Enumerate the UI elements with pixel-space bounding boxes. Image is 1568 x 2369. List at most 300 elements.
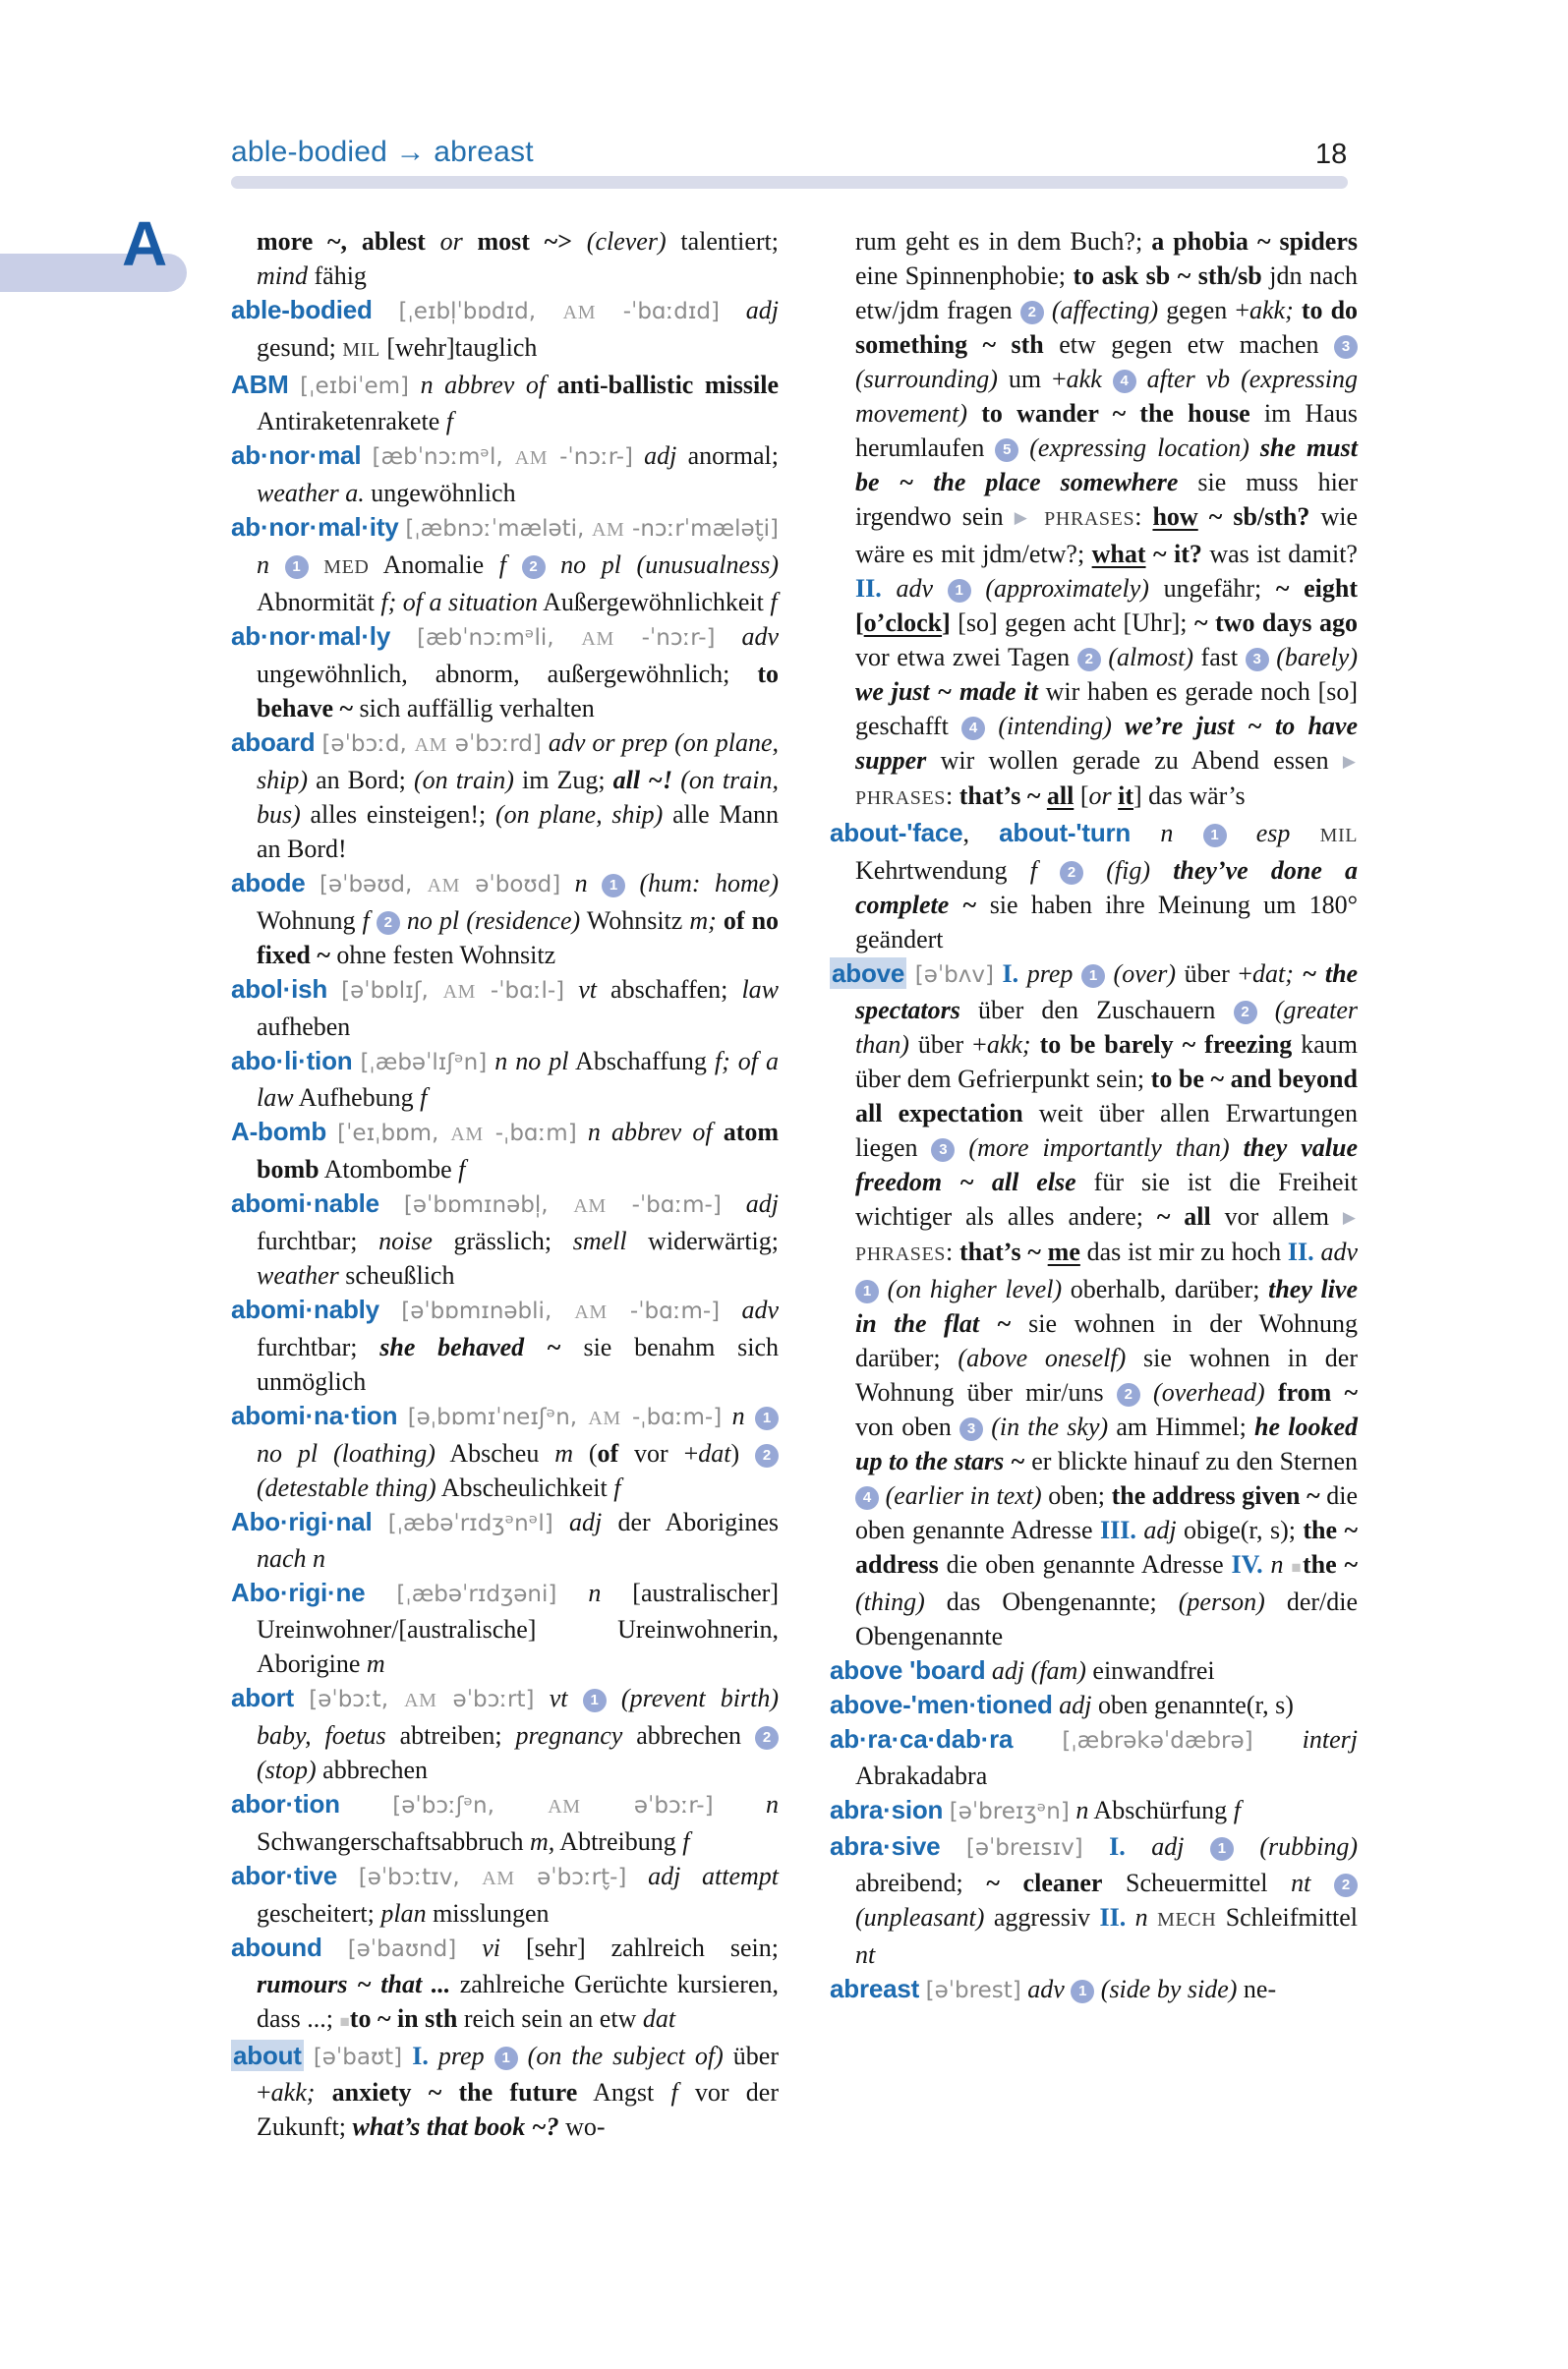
sense-number-badge: 3 <box>931 1138 955 1162</box>
entry-text <box>534 1684 549 1712</box>
entry-text: from ~ <box>1277 1378 1358 1407</box>
variant-label: AM <box>404 1690 437 1711</box>
entry-text: wir haben es gerade noch [so] geschafft <box>855 677 1358 740</box>
entry-text: after vb (expressing movement) <box>855 365 1358 428</box>
entry-text: (overhead) <box>1153 1378 1265 1407</box>
header-rule <box>231 176 1348 189</box>
entry-text <box>720 1296 741 1324</box>
phonetics: [əˈbɒlɪʃ, <box>341 978 443 1004</box>
entry-about <box>231 2039 779 2144</box>
entry-text: adj <box>568 1508 603 1536</box>
entry-text: esp <box>1255 819 1291 847</box>
entry-text: n <box>1160 819 1174 847</box>
entry-text <box>372 1508 387 1536</box>
entry-text <box>994 959 1003 988</box>
phonetics: [əˈbəʊd, <box>319 872 428 897</box>
headword: ab·ra·ca·dab·ra <box>830 1724 1014 1754</box>
entry-text: : <box>946 1238 960 1266</box>
entry-abrasive <box>830 1829 1358 1972</box>
entry-text <box>906 959 915 988</box>
entry-text: to ~ in sth <box>349 2004 458 2033</box>
entry-text <box>269 550 285 579</box>
entry-text <box>971 574 986 603</box>
entry-text: she behaved ~ <box>379 1333 561 1361</box>
sense-number-badge: 1 <box>755 1407 779 1430</box>
entry-text: no pl (unusualness) <box>560 550 779 579</box>
entry-text: adj <box>644 441 677 470</box>
entry-abnormality <box>231 510 779 619</box>
entry-text: vor der Zukunft; <box>257 2078 779 2141</box>
entry-text <box>713 1118 724 1146</box>
entry-text: adj <box>1151 1832 1185 1861</box>
variant-label: AM <box>592 519 625 541</box>
entry-able-continued <box>231 224 779 293</box>
entry-abortive <box>231 1859 779 1931</box>
entry-text: (on train) <box>413 766 514 794</box>
entry-text: weather <box>257 1261 339 1290</box>
entry-text: (greater than) <box>855 996 1358 1059</box>
entry-text: ~ sb/sth? <box>1197 502 1310 531</box>
entry-text: vt <box>549 1684 568 1712</box>
entry-text <box>714 1790 766 1819</box>
entry-abortion <box>231 1787 779 1859</box>
entry-text <box>1031 1030 1040 1059</box>
phonetics: [əˈbreɪsɪv] <box>965 1835 1083 1861</box>
entry-text: vor + <box>618 1439 699 1468</box>
entry-text: no pl (residence) <box>406 906 581 935</box>
entry-text: ~ two days ago <box>1194 608 1358 637</box>
entry-text: dat <box>698 1439 731 1468</box>
entry-text <box>1257 996 1275 1024</box>
entry-text <box>722 1189 746 1218</box>
headword: ab·nor·mal <box>231 440 362 470</box>
sense-number-badge: 1 <box>1071 1980 1094 2003</box>
entry-text: ( <box>572 1439 598 1468</box>
entry-text <box>518 2042 528 2070</box>
entry-text: (in the sky) <box>991 1413 1109 1441</box>
entry-text: gesund; <box>257 333 343 362</box>
entry-abracadabra <box>830 1722 1358 1793</box>
entry-abomination <box>231 1399 779 1505</box>
phonetics: [əˈbɔːtɪv, <box>358 1865 483 1890</box>
entry-text <box>1083 856 1106 885</box>
entry-text <box>556 1579 588 1607</box>
headword: abor·tive <box>231 1861 338 1890</box>
entry-text: wie wäre es mit jdm/etw?; <box>855 502 1358 568</box>
entry-text: law <box>741 975 780 1004</box>
entry-text: f <box>458 1155 466 1184</box>
entry-text: alles einsteigen!; <box>300 800 495 829</box>
entry-text: aggressiv <box>984 1903 1100 1932</box>
entry-text: abbrechen <box>316 1756 428 1784</box>
entry-text: ~ all <box>1156 1202 1211 1231</box>
entry-text: f <box>362 906 370 935</box>
entry-text <box>315 2078 331 2107</box>
entry-text: prep <box>1026 959 1074 988</box>
phonetics: [ˌæbnɔːˈmæləti, <box>405 516 592 542</box>
entry-text: furchtbar; <box>257 1227 379 1255</box>
entry-text: (fig) <box>1106 856 1151 885</box>
entry-text: oben; <box>1041 1481 1112 1510</box>
entry-text: more ~, ablest <box>257 227 426 256</box>
entry-text: ) <box>730 1439 755 1468</box>
headword: above-'men·tioned <box>830 1690 1053 1719</box>
sense-roman-numeral: I. <box>412 2042 429 2070</box>
entry-text <box>379 1296 401 1324</box>
entry-abode <box>231 866 779 972</box>
variant-label: AM <box>588 1408 621 1429</box>
entry-text: [so] gegen acht [Uhr]; <box>950 608 1194 637</box>
entry-text: er blickte hinauf zu den Sternen <box>1024 1447 1359 1475</box>
headword: abomi·na·tion <box>231 1401 398 1430</box>
sense-number-badge: 2 <box>1060 861 1083 885</box>
entry-text: das ist mir zu hoch <box>1079 1238 1288 1266</box>
entry-text: the ~ address <box>855 1516 1359 1579</box>
entry-text: plan <box>380 1899 427 1928</box>
entry-text: adv or prep (on plane, ship) <box>257 728 779 794</box>
entry-text <box>553 1508 569 1536</box>
entry-text: widerwärtig; <box>626 1227 779 1255</box>
headword: A-bomb <box>231 1117 326 1146</box>
entry-text: that’s ~ <box>958 781 1047 810</box>
entry-text: [wehr]tauglich <box>379 333 538 362</box>
entry-text: aufheben <box>257 1012 351 1041</box>
entry-abrasion <box>830 1793 1358 1829</box>
headword: ABM <box>231 370 289 399</box>
entry-text <box>1234 1832 1259 1861</box>
sense-number-badge: 1 <box>602 874 625 897</box>
entry-text: kaum über dem Gefrierpunkt sein; <box>855 1030 1358 1093</box>
entry-text: eine Spinnenphobie; <box>855 261 1074 290</box>
entry-text: ungefähr; <box>1148 574 1276 603</box>
entry-text: prep <box>437 2042 485 2070</box>
entry-text <box>577 1118 588 1146</box>
variant-label: AM <box>514 447 549 469</box>
entry-text: or <box>1088 781 1112 810</box>
entry-text: a phobia ~ spiders <box>1151 227 1358 256</box>
entry-text: f <box>445 407 453 435</box>
entry-text: f <box>1233 1796 1241 1824</box>
phonetics: [əˈbʌv] <box>914 962 994 988</box>
entry-text: adj <box>745 1189 780 1218</box>
entry-text: n <box>1270 1550 1284 1579</box>
entry-text <box>304 2042 314 2070</box>
entry-text: of a law <box>257 1047 780 1112</box>
entry-text: sich auffällig verhalten <box>353 694 595 722</box>
headword-highlighted: above <box>832 958 905 988</box>
entry-text <box>1013 1725 1062 1754</box>
entry-text: sie muss hier irgendwo sein <box>855 468 1359 531</box>
entry-text <box>607 1684 621 1712</box>
phonetics: [æbˈnɔːmᵊli, <box>417 625 582 651</box>
entry-text: scheußlich <box>338 1261 455 1290</box>
entry-text: adj <box>745 296 780 324</box>
entry-text: (more importantly than) <box>968 1133 1230 1162</box>
entry-text <box>546 550 561 579</box>
entry-text: to ask sb ~ sth/sb <box>1073 261 1262 290</box>
sense-number-badge: 3 <box>959 1417 983 1441</box>
entry-text <box>379 1189 404 1218</box>
sense-roman-numeral: II. <box>1099 1903 1127 1932</box>
headword: ab·nor·mal·ly <box>231 621 391 651</box>
variant-label: AM <box>442 981 477 1003</box>
entry-text: (on the subject of) <box>527 2042 724 2070</box>
phonetics: [ˌæbəˈlɪʃᵊn] <box>360 1050 488 1075</box>
entry-text <box>326 1118 337 1146</box>
sense-number-badge: 2 <box>755 1726 779 1750</box>
entry-text: (on train, bus) <box>257 766 779 829</box>
entry-text: ohne festen Wohnsitz <box>329 941 556 969</box>
entry-text <box>365 1579 396 1607</box>
entry-text <box>1037 856 1060 885</box>
entry-text <box>294 1684 309 1712</box>
entry-text: (above oneself) <box>958 1344 1127 1372</box>
domain-label: PHRASES <box>1044 508 1135 530</box>
entry-text: misslungen <box>426 1899 550 1928</box>
dictionary-page-body <box>231 224 1358 2144</box>
entry-text: adv <box>741 1296 779 1324</box>
entry-text: adv <box>1320 1238 1358 1266</box>
entry-text <box>306 869 319 897</box>
phonetics: əˈbɔːrt̬-] <box>514 1865 627 1890</box>
phonetics: [əˈbaʊt] <box>313 2045 403 2070</box>
entry-text <box>1044 296 1052 324</box>
entry-text: n <box>574 869 588 897</box>
entry-text <box>1173 819 1202 847</box>
entry-text: um + <box>997 365 1067 393</box>
entry-text: f <box>682 1827 690 1856</box>
entry-text: Abschaffung <box>568 1047 715 1075</box>
entry-text: nt <box>1291 1869 1311 1897</box>
sense-roman-numeral: IV. <box>1231 1550 1263 1579</box>
phonetics: [əˈbɔːt, <box>309 1687 405 1712</box>
entry-text: akk; <box>1249 296 1294 324</box>
sense-number-badge: 1 <box>1203 824 1227 847</box>
phonetics: [əˈbɒmɪnəbli, <box>401 1299 575 1324</box>
entry-text <box>1126 1903 1134 1932</box>
entry-text: zahlreiche Gerüchte kursieren, dass ...; <box>257 1970 779 2033</box>
entry-about-face <box>830 816 1358 956</box>
entry-text: Kehrtwendung <box>855 856 1030 885</box>
entry-text: talentiert; <box>666 227 780 256</box>
entry-abolish <box>231 972 779 1044</box>
entry-text <box>717 906 724 935</box>
entry-text: vi <box>482 1934 500 1962</box>
entry-text: Abnormität <box>257 588 381 616</box>
phonetics: -ˈnɔːr-] <box>613 625 716 651</box>
entry-text: Wohnsitz <box>580 906 690 935</box>
entry-text: , <box>962 819 1000 847</box>
entry-text: sie haben ihre Meinung um 180° geändert <box>855 891 1359 953</box>
phonetics: [ˌæbəˈrɪdʒᵊnᵊl] <box>387 1511 553 1536</box>
entry-text: adj <box>1143 1516 1177 1544</box>
entry-text: reich sein an etw <box>457 2004 643 2033</box>
entry-text <box>879 1275 888 1303</box>
entry-text: or <box>439 227 463 256</box>
entry-text <box>564 975 578 1004</box>
entry-text: dat <box>642 2004 676 2033</box>
headword: abreast <box>830 1974 920 2003</box>
collocation-square-icon: ■ <box>339 2012 350 2031</box>
entry-text: gegen + <box>1158 296 1250 324</box>
headword: above 'board <box>830 1655 986 1685</box>
sense-number-badge: 2 <box>1077 648 1101 671</box>
entry-text: Schwangerschaftsabbruch <box>257 1827 530 1856</box>
sense-number-badge: 1 <box>1210 1837 1234 1861</box>
entry-text <box>572 227 587 256</box>
sense-number-badge: 2 <box>1117 1383 1140 1407</box>
entry-text: (thing) <box>855 1588 925 1616</box>
entry-text: abschaffen; <box>596 975 742 1004</box>
headword: Abo·rigi·ne <box>231 1578 366 1607</box>
phonetics: -ˈbɑːm-] <box>607 1299 721 1324</box>
entry-text <box>626 1862 648 1890</box>
entry-text <box>715 622 741 651</box>
entry-text: (clever) <box>586 227 667 256</box>
entry-text: nach n <box>257 1544 326 1573</box>
dictionary-column-left <box>231 224 779 2144</box>
entry-text: Abschürfung <box>1088 1796 1234 1824</box>
entry-text: noise <box>378 1227 433 1255</box>
entry-text: of <box>597 1439 619 1468</box>
variant-label: AM <box>414 734 448 756</box>
entry-text <box>289 371 301 399</box>
headword: abomi·nable <box>231 1188 379 1218</box>
entry-text <box>1131 819 1160 847</box>
entry-text: adj (fam) <box>991 1656 1086 1685</box>
entry-text: ungewöhnlich <box>364 479 516 507</box>
headword: aboard <box>231 727 316 757</box>
entry-text: über + <box>908 1030 987 1059</box>
entry-text: die oben genannte Adresse <box>938 1550 1232 1579</box>
entry-text: im Haus herumlaufen <box>855 399 1358 462</box>
entry-text <box>1136 365 1147 393</box>
entry-text: Angst <box>577 2078 671 2107</box>
entry-text: ] das wär’s <box>1133 781 1246 810</box>
entry-text <box>940 1832 965 1861</box>
entry-abominable <box>231 1186 779 1293</box>
entry-text <box>1083 1832 1109 1861</box>
entry-text: (unpleasant) <box>855 1903 985 1932</box>
entry-text: alle Mann an Bord! <box>257 800 780 863</box>
entry-able-bodied <box>231 293 779 368</box>
running-head: able-bodied → abreast <box>231 136 534 168</box>
entry-text: : <box>1134 502 1153 531</box>
entry-text: einwandfrei <box>1085 1656 1215 1685</box>
entry-abort <box>231 1681 779 1787</box>
phonetics: -ˈbɑːdɪd] <box>596 299 720 324</box>
entry-text: wo- <box>558 2112 606 2141</box>
entry-text: (over) <box>1113 959 1177 988</box>
entry-text <box>1073 959 1081 988</box>
headword: abo·li·tion <box>231 1046 353 1075</box>
phonetics: -ˌbɑːm-] <box>620 1405 723 1430</box>
entry-text: n <box>257 550 269 579</box>
entry-text: to do something ~ sth <box>855 296 1359 359</box>
entry-text: am Himmel; <box>1108 1413 1255 1441</box>
entry-text: it <box>1118 781 1133 810</box>
entry-text: n no pl <box>494 1047 569 1075</box>
entry-text: interj <box>1302 1725 1358 1754</box>
entry-text: n <box>1075 1796 1089 1824</box>
entry-text: Anomalie <box>369 550 499 579</box>
entry-text <box>546 371 557 399</box>
entry-text: of a situation <box>402 588 539 616</box>
entry-text: für sie ist die Freiheit wichtiger als alles andere; <box>855 1168 1358 1231</box>
variant-label: AM <box>573 1195 607 1217</box>
sense-number-badge: 2 <box>1334 1874 1358 1897</box>
entry-text: weit über allen Erwartungen liegen <box>855 1099 1358 1162</box>
entry-text: of no fixed ~ <box>257 906 780 969</box>
entry-text: adj attempt <box>648 1862 780 1890</box>
entry-text <box>720 296 746 324</box>
entry-text <box>463 227 478 256</box>
phonetics: əˈbɔːr-] <box>580 1793 714 1819</box>
sense-number-badge: 2 <box>755 1444 779 1468</box>
phonetics: -ˌbɑːm] <box>483 1121 577 1146</box>
entry-text: they live in the flat ~ <box>855 1275 1359 1338</box>
entry-text: ~ the spectators <box>855 959 1359 1024</box>
entry-text: mind <box>257 261 308 290</box>
entry-text: abtreiben; <box>385 1721 516 1750</box>
phonetics: -ˈbɑːl-] <box>476 978 565 1004</box>
entry-text: nt <box>855 1940 876 1969</box>
entry-text: oberhalb, darüber; <box>1062 1275 1269 1303</box>
headword: abra·sion <box>830 1795 944 1824</box>
entry-text: all <box>1046 781 1074 810</box>
phonetics: [əˈbɔːʃᵊn, <box>392 1793 549 1819</box>
entry-text: (person) <box>1178 1588 1265 1616</box>
entry-a-bomb <box>231 1115 779 1186</box>
entry-text: (earlier in text) <box>885 1481 1042 1510</box>
entry-text: sie wohnen in der Wohnung über mir/uns <box>855 1344 1358 1407</box>
entry-text <box>456 1934 482 1962</box>
domain-label: MECH <box>1157 1909 1217 1931</box>
entry-text: an Bord; <box>308 766 414 794</box>
entry-text: they value freedom ~ all else <box>855 1133 1359 1196</box>
entry-text <box>1227 819 1256 847</box>
entry-text <box>337 1862 359 1890</box>
entry-text: ne- <box>1237 1975 1277 2003</box>
entry-text: f <box>498 550 506 579</box>
entry-text <box>1018 433 1029 462</box>
entry-text <box>485 2042 494 2070</box>
entry-text: dat; <box>1252 959 1294 988</box>
sense-number-badge: 4 <box>855 1486 879 1510</box>
sense-roman-numeral: I. <box>1109 1832 1126 1861</box>
entry-abnormally <box>231 619 779 725</box>
entry-aboard <box>231 725 779 866</box>
entry-text: von oben <box>855 1413 959 1441</box>
domain-label: MIL <box>342 339 380 361</box>
headword: abort <box>231 1683 295 1712</box>
entry-text: f <box>613 1473 621 1502</box>
entry-text: [ <box>1074 781 1089 810</box>
entry-text: adj <box>1059 1691 1092 1719</box>
entry-text <box>542 728 549 757</box>
entry-text <box>1249 433 1260 462</box>
entry-text: m; <box>689 906 717 935</box>
entry-text <box>985 712 998 740</box>
entry-text: Antiraketenrakete <box>257 407 446 435</box>
entry-text: to wander ~ the house <box>981 399 1250 428</box>
entry-about-continued <box>830 224 1358 816</box>
entry-text: no pl (loathing) <box>257 1439 436 1468</box>
sense-number-badge: 1 <box>1081 964 1105 988</box>
entry-text <box>1230 1133 1244 1162</box>
entry-text: what’s that book ~? <box>352 2112 559 2141</box>
entry-text: Wohnung <box>257 906 363 935</box>
